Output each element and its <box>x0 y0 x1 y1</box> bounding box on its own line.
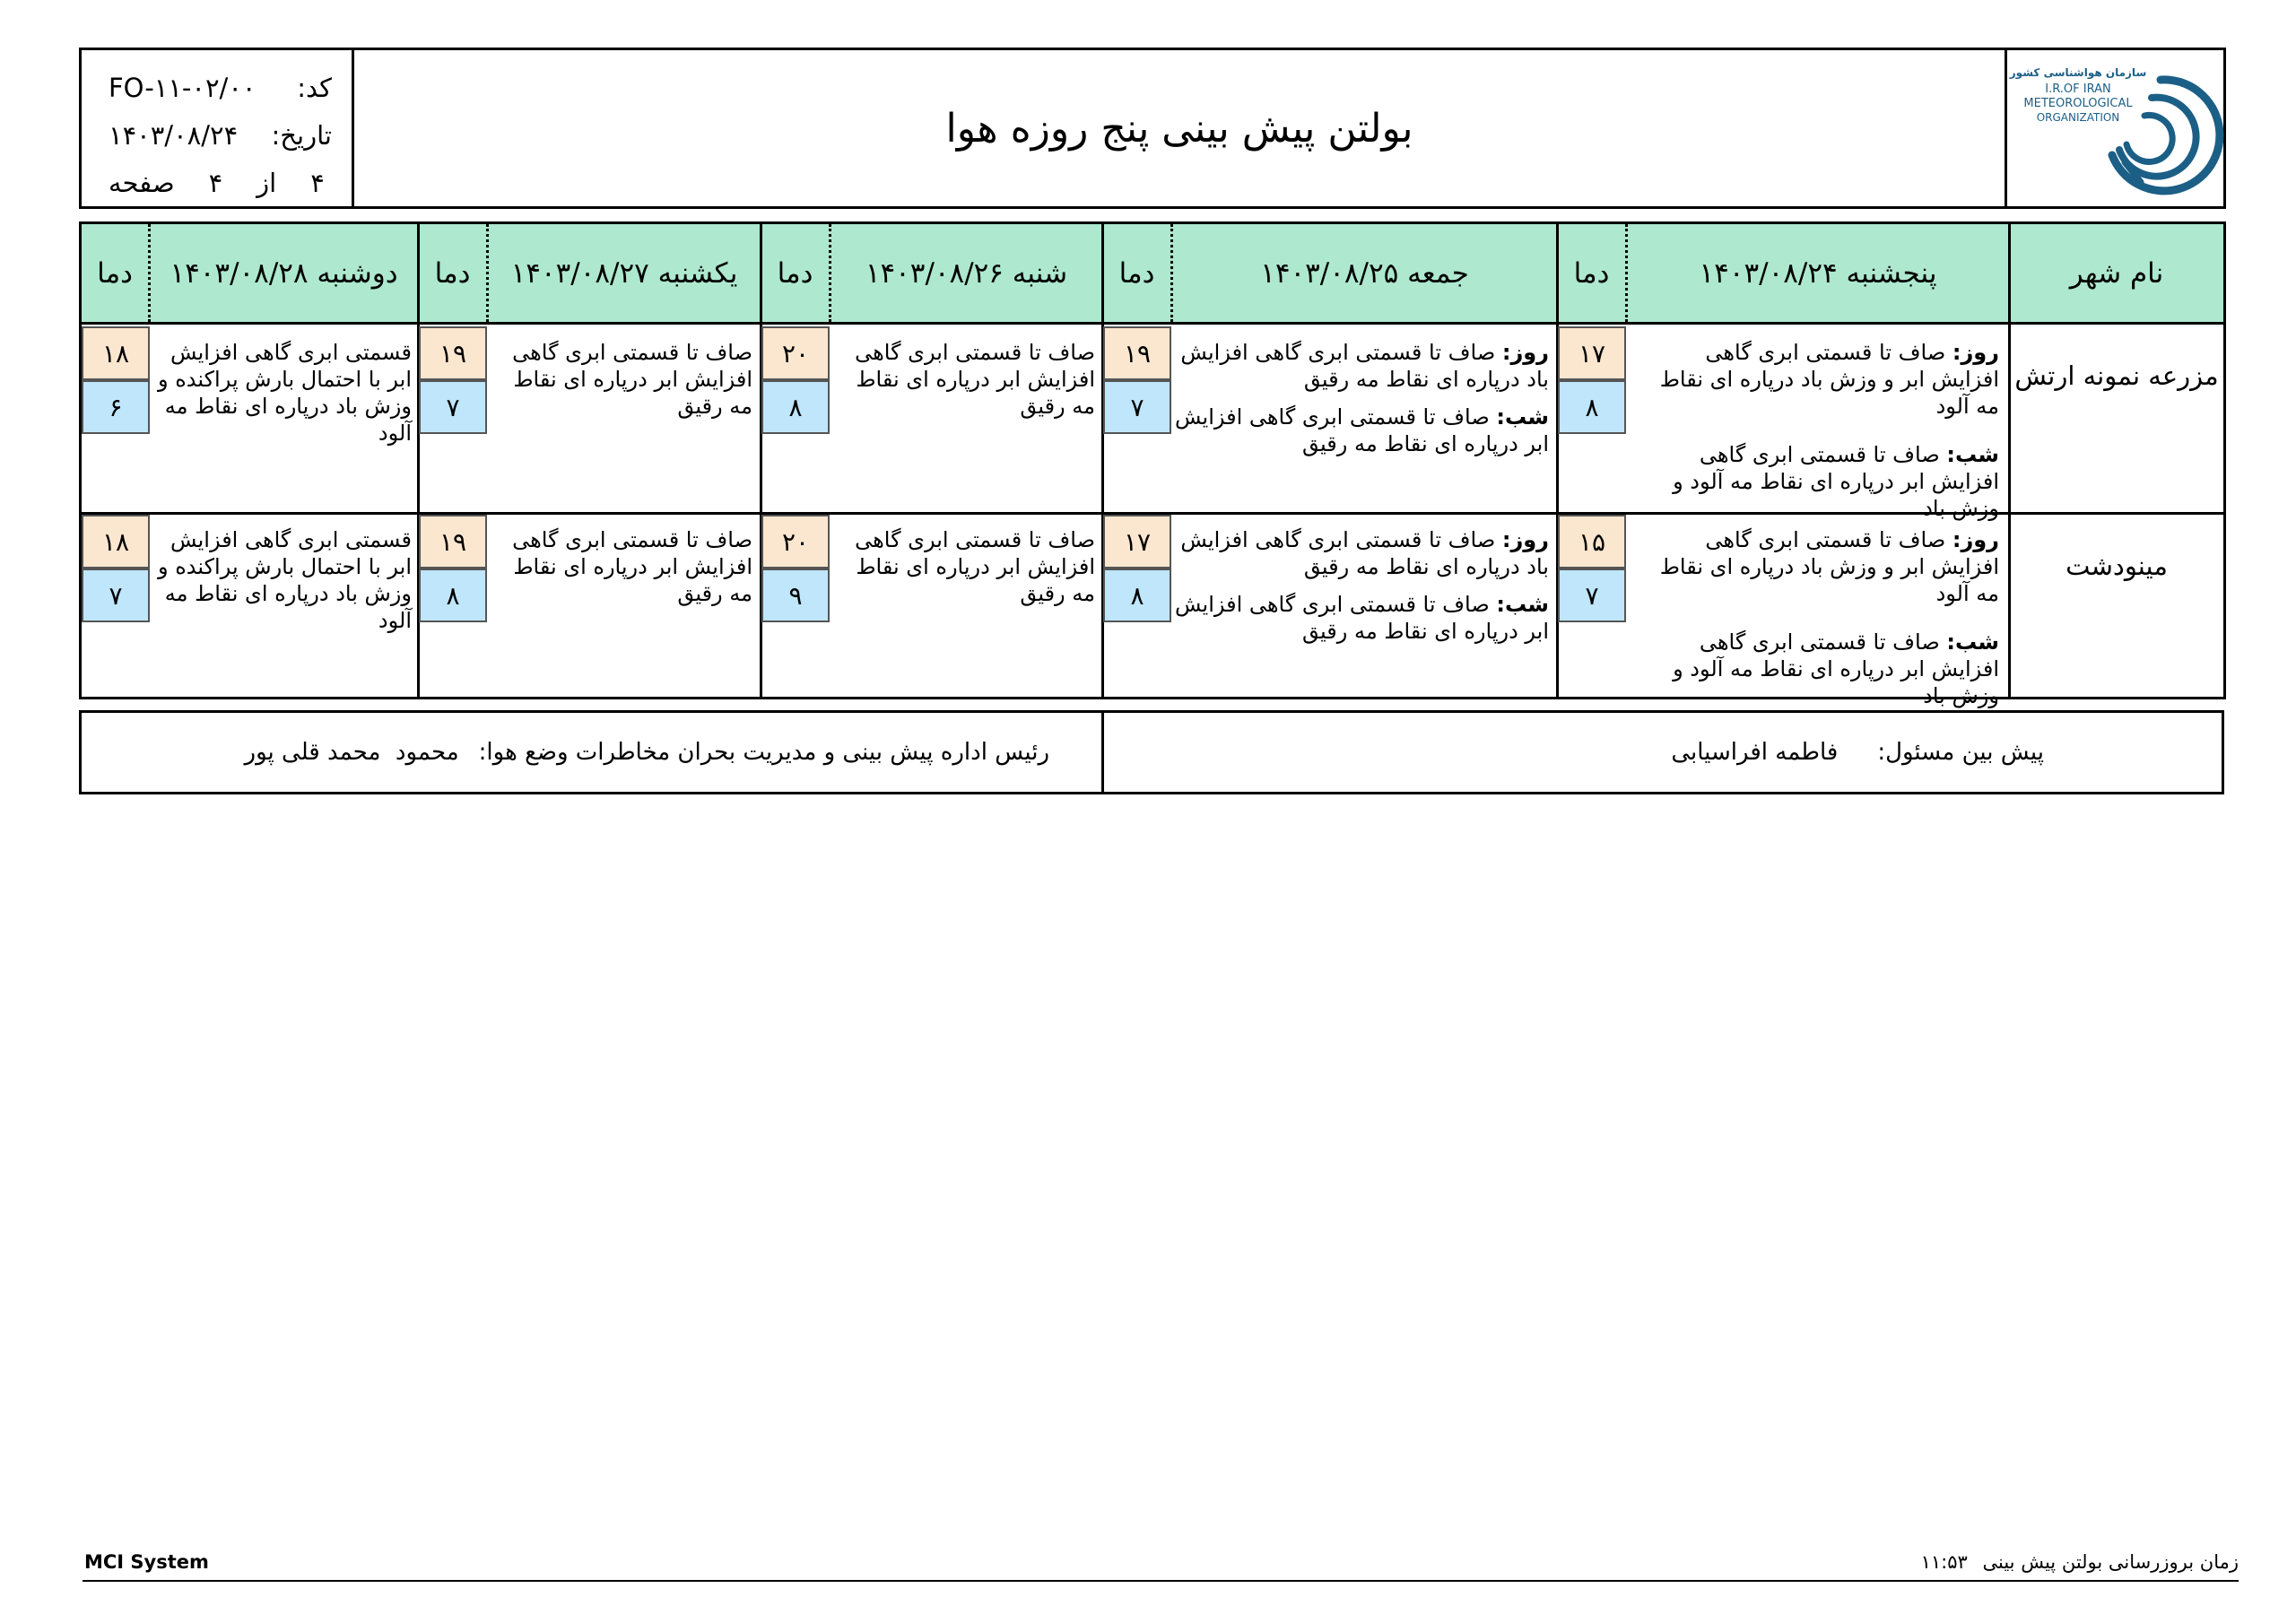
max-temp: ۱۵ <box>1558 515 1626 568</box>
max-temp: ۲۰ <box>761 515 830 568</box>
signature-box <box>79 710 2224 794</box>
city-name: مزرعه نمونه ارتش <box>2014 360 2219 391</box>
night-label: شب: <box>1946 629 1999 655</box>
min-temp: ۸ <box>761 380 830 434</box>
max-temp: ۱۹ <box>419 326 487 380</box>
system-name: MCI System <box>84 1551 209 1573</box>
forecast-description: صاف تا قسمتی ابری گاهی افزایش ابر درپاره ای نقاط مه رقیق <box>855 340 1095 419</box>
min-temp: ۷ <box>419 380 487 434</box>
forecast-description <box>1631 339 1999 522</box>
day-label: روز: <box>1501 340 1549 365</box>
forecaster-label: پیش بین مسئول: <box>1877 739 2044 766</box>
day4-header: یکشنبه ۱۴۰۳/۰۸/۲۷ <box>510 256 738 290</box>
forecast-description: قسمتی ابری گاهی افزایش ابر با احتمال بارش پراکنده و وزش باد درپاره ای نقاط مه آلود <box>158 527 412 633</box>
forecaster-signature <box>1111 713 2044 792</box>
code-line <box>109 65 332 112</box>
temp-header: دما <box>434 256 471 290</box>
page-title: بولتن پیش بینی پنج روزه هوا <box>945 105 1413 152</box>
night-forecast-text: صاف تا قسمتی ابری گاهی افزایش ابر درپاره ای نقاط مه آلود و وزش باد <box>1673 629 1999 708</box>
night-forecast-text: صاف تا قسمتی ابری گاهی افزایش ابر درپاره ای نقاط مه آلود و وزش باد <box>1673 442 1999 521</box>
logo-line1: سازمان هواشناسی کشور <box>2009 66 2146 79</box>
city-column-header: نام شهر <box>2069 256 2164 290</box>
date-value: ۱۴۰۳/۰۸/۲۴ <box>109 120 239 151</box>
forecast-description <box>1174 339 1549 457</box>
meteorological-logo <box>2005 50 2223 206</box>
day5-header: دوشنبه ۱۴۰۳/۰۸/۲۸ <box>170 256 398 290</box>
night-forecast-text: صاف تا قسمتی ابری گاهی افزایش ابر درپاره ای نقاط مه رقیق <box>1174 592 1549 644</box>
min-temp: ۸ <box>419 568 487 622</box>
update-time: ۱۱:۵۳ <box>1920 1551 1968 1573</box>
date-line <box>109 112 332 160</box>
min-temp: ۷ <box>82 568 150 622</box>
max-temp: ۱۸ <box>82 326 150 380</box>
page-line <box>109 160 332 207</box>
max-temp: ۱۹ <box>419 515 487 568</box>
day-label: روز: <box>1501 527 1549 552</box>
day-label: روز: <box>1952 527 1999 552</box>
page-label: صفحه <box>109 168 175 198</box>
max-temp: ۱۹ <box>1103 326 1171 380</box>
date-label: تاریخ: <box>271 120 332 151</box>
night-forecast-text: صاف تا قسمتی ابری گاهی افزایش ابر درپاره ای نقاط مه رقیق <box>1174 404 1549 456</box>
day-forecast-text: صاف تا قسمتی ابری گاهی افزایش ابر و وزش باد درپاره ای نقاط مه آلود <box>1659 340 1999 419</box>
day-forecast-text: صاف تا قسمتی ابری گاهی افزایش ابر و وزش باد درپاره ای نقاط مه آلود <box>1659 527 1999 606</box>
page-total: ۴ <box>310 168 325 198</box>
bulletin-header <box>79 48 2226 209</box>
head-label: رئیس اداره پیش بینی و مدیریت بحران مخاطرات وضع هوا: <box>478 739 1049 766</box>
min-temp: ۸ <box>1103 568 1171 622</box>
temp-header: دما <box>777 256 813 290</box>
forecast-description: صاف تا قسمتی ابری گاهی افزایش ابر درپاره ای نقاط مه رقیق <box>512 340 752 419</box>
min-temp: ۷ <box>1558 568 1626 622</box>
forecast-description <box>1631 526 1999 709</box>
max-temp: ۱۷ <box>1103 515 1171 568</box>
forecaster-name: فاطمه افراسیابی <box>1671 739 1839 766</box>
min-temp: ۹ <box>761 568 830 622</box>
night-label: شب: <box>1946 442 1999 467</box>
temp-header: دما <box>97 256 133 290</box>
page-number: ۴ <box>208 168 223 198</box>
page-of: از <box>257 168 277 198</box>
divider <box>1101 713 1104 792</box>
update-label: زمان بروزرسانی بولتن پیش بینی <box>1982 1551 2239 1573</box>
forecast-table <box>79 221 2226 708</box>
forecast-description: قسمتی ابری گاهی افزایش ابر با احتمال بارش پراکنده و وزش باد درپاره ای نقاط مه آلود <box>158 340 412 446</box>
max-temp: ۱۷ <box>1558 326 1626 380</box>
code-label: کد: <box>297 73 332 103</box>
code-value: FO-۱۱-۰۲/۰۰ <box>109 73 257 103</box>
footer-divider <box>83 1580 2239 1582</box>
day3-header: شنبه ۱۴۰۳/۰۸/۲۶ <box>865 256 1068 290</box>
min-temp: ۷ <box>1103 380 1171 434</box>
max-temp: ۲۰ <box>761 326 830 380</box>
temp-header: دما <box>1118 256 1155 290</box>
forecast-description: صاف تا قسمتی ابری گاهی افزایش ابر درپاره ای نقاط مه رقیق <box>855 527 1095 606</box>
update-time-info <box>1921 1551 2239 1573</box>
night-label: شب: <box>1496 404 1549 430</box>
min-temp: ۶ <box>82 380 150 434</box>
document-info-box <box>82 50 354 206</box>
min-temp: ۸ <box>1558 380 1626 434</box>
day1-header: پنجشنبه ۱۴۰۳/۰۸/۲۴ <box>1699 256 1937 290</box>
temp-header: دما <box>1573 256 1610 290</box>
max-temp: ۱۸ <box>82 515 150 568</box>
logo-emblem-icon <box>2009 56 2205 200</box>
day-forecast-text: صاف تا قسمتی ابری گاهی افزایش باد درپاره ای نقاط مه رقیق <box>1180 340 1549 392</box>
forecast-description <box>1174 526 1549 645</box>
head-signature <box>242 713 1049 792</box>
forecast-description: صاف تا قسمتی ابری گاهی افزایش ابر درپاره ای نقاط مه رقیق <box>512 527 752 606</box>
day-forecast-text: صاف تا قسمتی ابری گاهی افزایش باد درپاره ای نقاط مه رقیق <box>1180 527 1549 579</box>
logo-line4: ORGANIZATION <box>2036 111 2119 124</box>
day2-header: جمعه ۱۴۰۳/۰۸/۲۵ <box>1260 256 1469 290</box>
city-name: مینودشت <box>2066 551 2168 581</box>
night-label: شب: <box>1496 592 1549 617</box>
logo-line2: I.R.OF IRAN <box>2044 82 2111 96</box>
day-label: روز: <box>1952 340 1999 365</box>
head-name: محمود محمد قلی پور <box>244 739 459 766</box>
logo-line3: METEOROLOGICAL <box>2022 97 2133 110</box>
